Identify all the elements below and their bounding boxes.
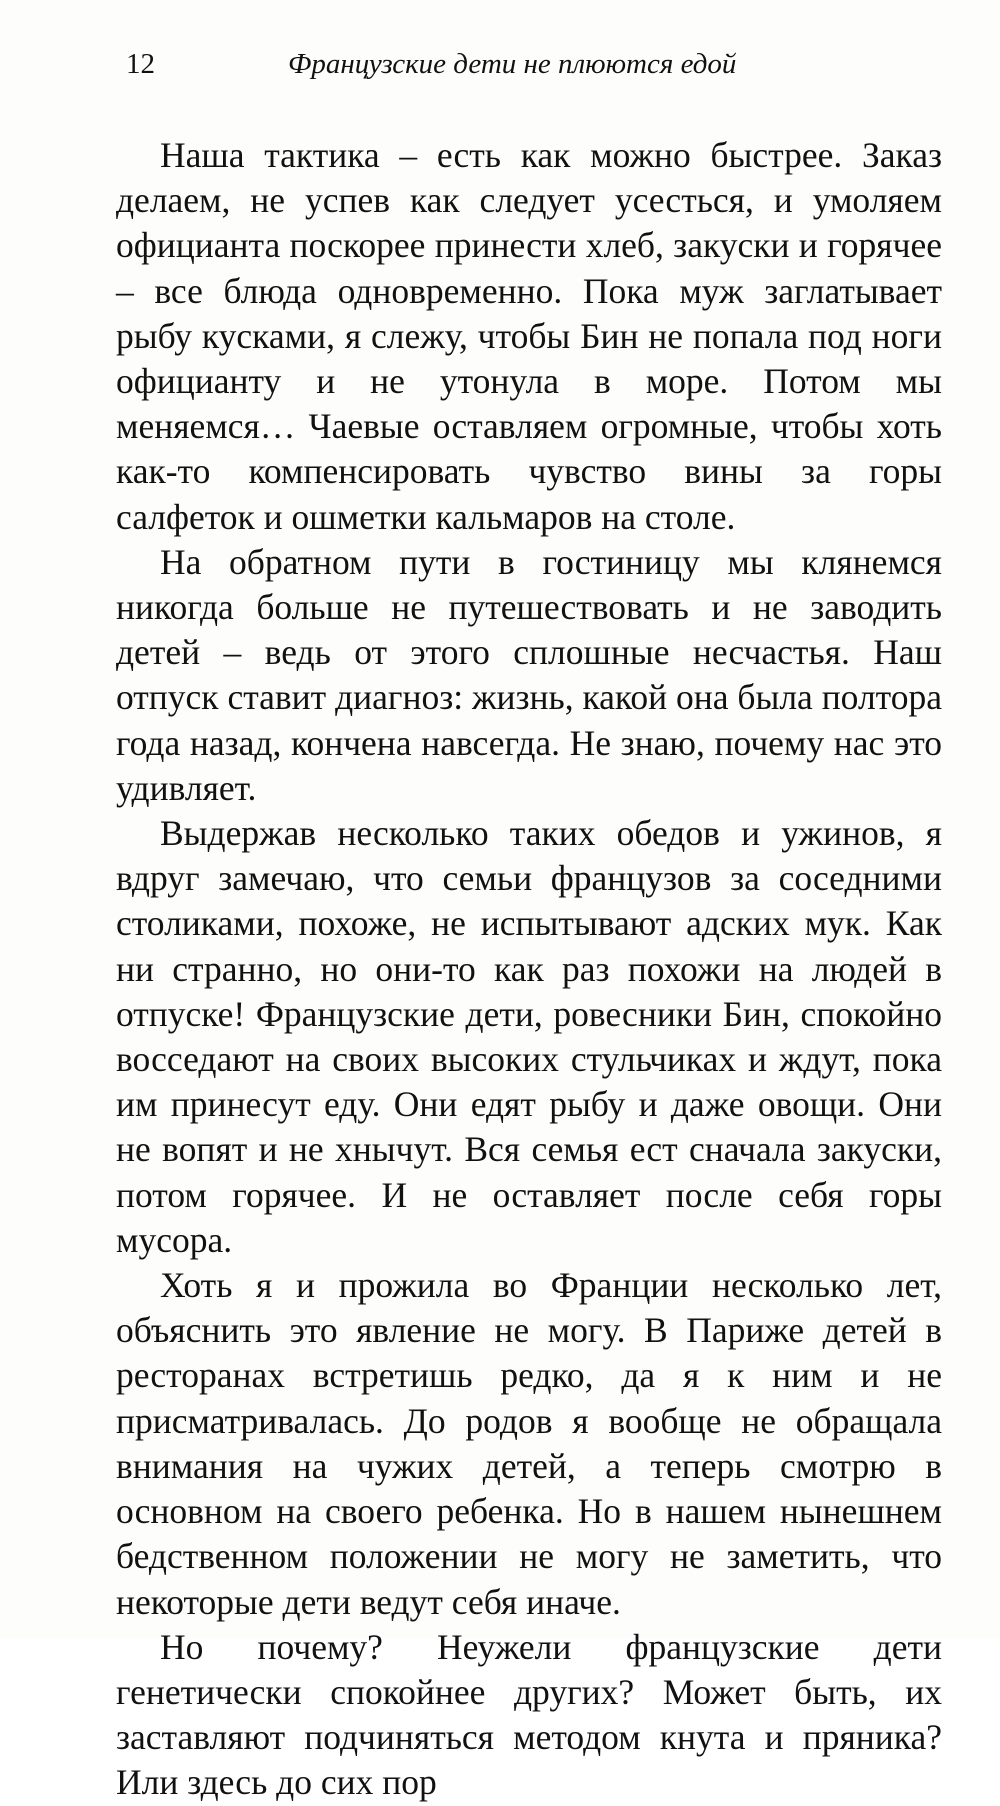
paragraph-2: На обратном пути в гостиницу мы клянемся никогда больше не путешествовать и не заводить детей – ведь от этого сплошные несчастья. Наш отпуск ставит диагноз: жизнь, какой она была полтора года назад, кончена навсегда. Не знаю, почему нас это удивляет. <box>116 541 942 808</box>
page-number: 12 <box>126 48 155 80</box>
paragraph-3: Выдержав несколько таких обедов и ужинов, я вдруг замечаю, что семьи французов за соседними столиками, похоже, не испытывают адских мук. Как ни странно, но они-то как раз похожи на людей в отпуске! Французские дети, ровесники Бин, спокойно восседают на своих высоких стульчиках и ждут, пока им принесут еду. Они едят рыбу и даже овощи. Они не вопят и не хнычут. Вся семья ест сначала закуски, потом горячее. И не оставляет после себя горы мусора. <box>116 813 942 1260</box>
body-text <box>116 133 942 1806</box>
paragraph-5: Но почему? Неужели французские дети генетически спокойнее других? Может быть, их заставляют подчиняться методом кнута и пряника? Или здесь до сих пор <box>116 1626 942 1803</box>
paragraph-4: Хоть я и прожила во Франции несколько лет, объяснить это явление не могу. В Париже детей в ресторанах встретишь редко, да я к ним и не присматривалась. До родов я вообще не обращала внимания на чужих детей, а теперь смотрю в основном на своего ребенка. Но в нашем нынешнем бедственном положении не могу не заметить, что некоторые дети ведут себя иначе. <box>116 1265 942 1622</box>
running-head <box>126 44 910 84</box>
paragraph-1: Наша тактика – есть как можно быстрее. Заказ делаем, не успев как следует усесться, и умоляем официанта поскорее принести хлеб, закуски и горячее – все блюда одновременно. Пока муж заглатывает рыбу кусками, я слежу, чтобы Бин не попала под ноги официанту и не утонула в море. Потом мы меняемся… Чаевые оставляем огромные, чтобы хоть как-то компенсировать чувство вины за горы салфеток и ошметки кальмаров на столе. <box>116 135 942 537</box>
running-title: Французские дети не плюются едой <box>288 48 737 80</box>
